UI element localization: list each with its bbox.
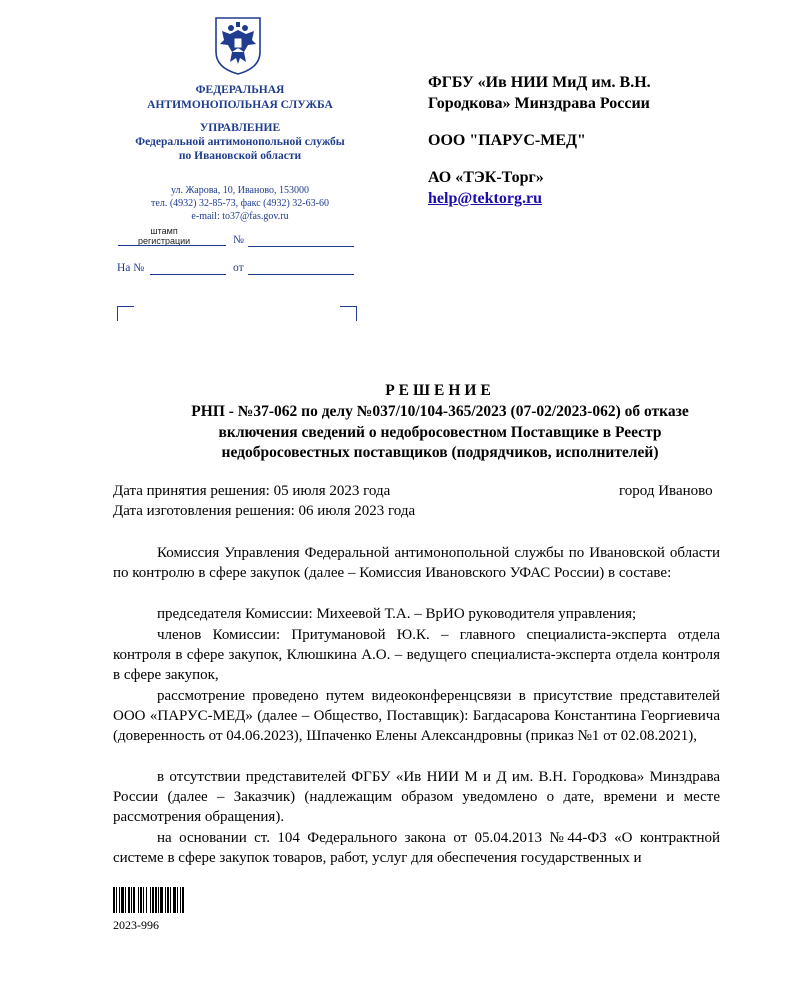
date-adopted: Дата принятия решения: 05 июля 2023 года: [113, 483, 391, 499]
registration-stamp: [138, 226, 190, 246]
from-underline: [248, 274, 354, 275]
paragraph-basis: на основании ст. 104 Федерального закона от 05.04.2013 №44-ФЗ «О контрактной системе в сфере закупок товаров, работ, услуг для обеспечения государственных и: [113, 830, 720, 867]
sender-dept-line3: по Ивановской области: [178, 150, 302, 162]
address-corner-right: [340, 306, 357, 321]
decision-title: РЕШЕНИЕ: [385, 382, 495, 399]
date-produced: Дата изготовления решения: 06 июля 2023 года: [113, 503, 416, 519]
subtitle-line2: включения сведений о недобросовестном Поставщике в Реестр: [218, 423, 662, 441]
recipient-3-email-link[interactable]: help@tektorg.ru: [428, 190, 542, 207]
recipient-3-email-wrap: [428, 188, 542, 209]
from-label: от: [233, 262, 244, 274]
barcode-number: 2023-996: [113, 918, 159, 932]
city: город Иваново: [619, 483, 713, 499]
recipient-3: АО «ТЭК-Торг»: [428, 169, 544, 186]
decision-subtitle: [150, 402, 730, 464]
stamp-line1: штамп: [150, 226, 178, 236]
barcode-icon: [113, 887, 215, 913]
number-label: №: [233, 234, 244, 246]
paragraph-absence: в отсутствии представителей ФГБУ «Ив НИИ М и Д им. В.Н. Городкова» Минздрава России (далее – Заказчик) (надлежащим образом уведомлено о дате, времени и месте рассмотрения обращения).: [113, 769, 720, 826]
address-corner-left: [117, 306, 134, 321]
stamp-line2: регистрации: [138, 236, 191, 246]
on-number-label: На №: [117, 262, 145, 274]
paragraph-presence: рассмотрение проведено путем видеоконференцсвязи в присутствие представителей ООО «ПАРУС-МЕД» (далее – Общество, Поставщик): Багдасарова Константина Георгиевича (доверенность от 04.06.2023), Шпаченко Елены Александровны (приказ №1 от 02.08.2021),: [113, 688, 720, 745]
subtitle-line1: РНП - №37-062 по делу №037/10/104-365/2023 (07-02/2023-062) об отказе: [191, 403, 689, 420]
sender-email: e-mail: to37@fas.gov.ru: [191, 211, 289, 222]
recipient-1-line2: Городкова» Минздрава России: [428, 95, 650, 112]
paragraph-members: членов Комиссии: Притумановой Ю.К. – главного специалиста-эксперта отдела контроля в сфере закупок, Клюшкина А.О. – ведущего специалиста-эксперта отдела контроля в сфере закупок,: [113, 627, 720, 684]
sender-phone-fax: тел. (4932) 32-85-73, факс (4932) 32-63-60: [151, 198, 329, 209]
on-number-underline: [150, 274, 226, 275]
coat-of-arms-eagle-icon: [210, 14, 266, 76]
number-underline: [248, 246, 354, 247]
sender-org-line1: ФЕДЕРАЛЬНАЯ: [195, 84, 285, 96]
sender-dept-line2: Федеральной антимонопольной службы: [135, 136, 345, 148]
recipient-1-line1: ФГБУ «Ив НИИ МиД им. В.Н.: [428, 74, 651, 91]
stamp-underline: [118, 245, 226, 246]
sender-org-line2: АНТИМОНОПОЛЬНАЯ СЛУЖБА: [147, 99, 333, 111]
paragraph-chair: председателя Комиссии: Михеевой Т.А. – ВрИО руководителя управления;: [157, 606, 637, 622]
sender-address: ул. Жарова, 10, Иваново, 153000: [171, 185, 309, 196]
subtitle-line3: недобросовестных поставщиков (подрядчиков, исполнителей): [221, 444, 659, 461]
paragraph-commission: Комиссия Управления Федеральной антимонопольной службы по Ивановской области по контролю в сфере закупок (далее – Комиссия Ивановского УФАС России) в составе:: [113, 545, 720, 582]
recipient-2: ООО "ПАРУС-МЕД": [428, 132, 586, 149]
sender-dept-line1: УПРАВЛЕНИЕ: [199, 122, 281, 134]
